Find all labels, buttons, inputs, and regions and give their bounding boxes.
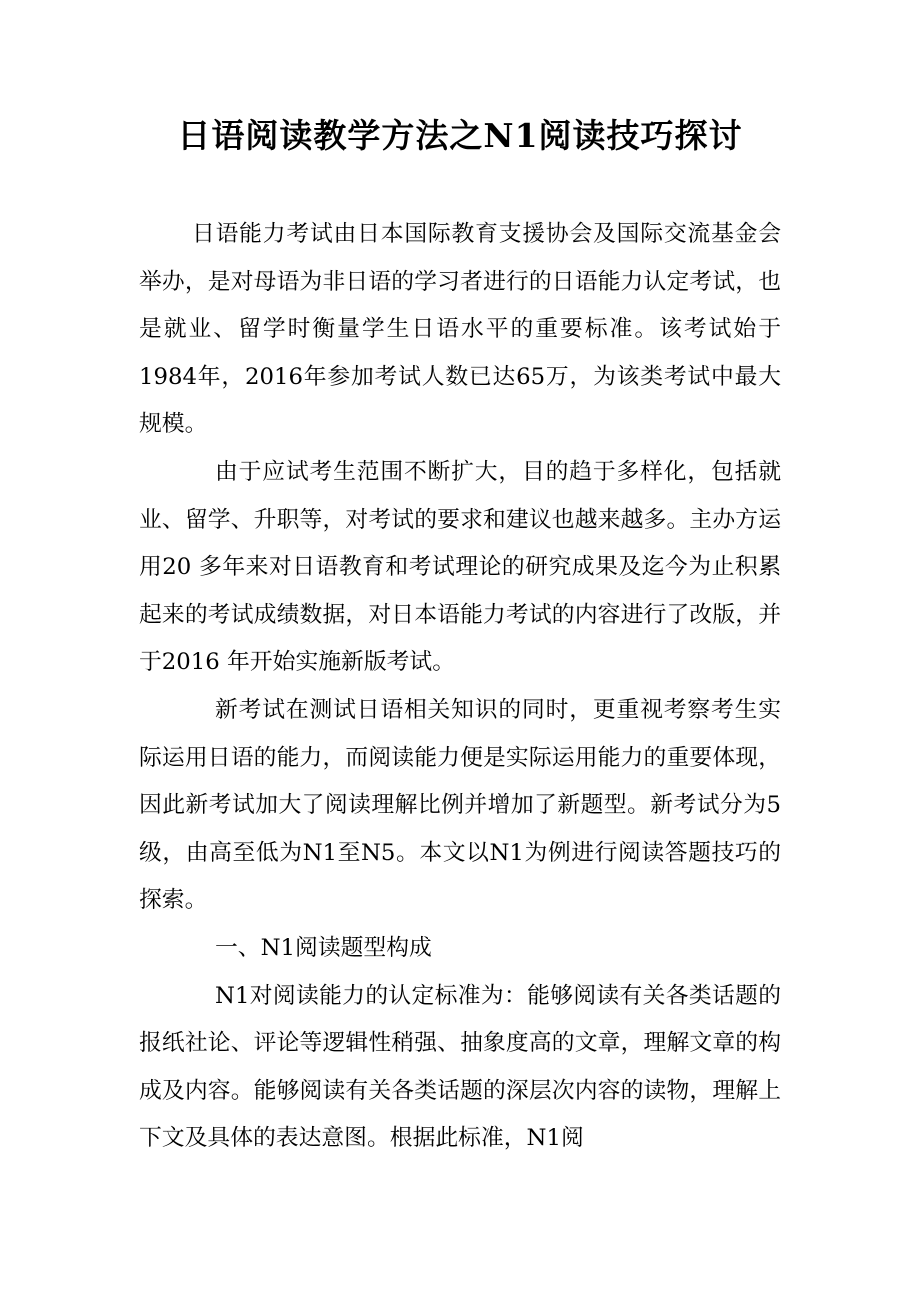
- paragraph-new-exam: 新考试在测试日语相关知识的同时，更重视考察考生实际运用日语的能力，而阅读能力便是实际运用能力的重要体现，因此新考试加大了阅读理解比例并增加了新题型。新考试分为5级，由高至低为N1至N5。本文以N1为例进行阅读答题技巧的探索。: [139, 696, 781, 914]
- paragraph-reform: 由于应试考生范围不断扩大，目的趋于多样化，包括就业、留学、升职等，对考试的要求和建议也越来越多。主办方运用20 多年来对日语教育和考试理论的研究成果及迄今为止积累起来的考试成绩数据，对日本语能力考试的内容进行了改版，并于2016 年开始实施新版考试。: [139, 458, 781, 676]
- paragraph-intro: 日语能力考试由日本国际教育支援协会及国际交流基金会举办，是对母语为非日语的学习者进行的日语能力认定考试，也是就业、留学时衡量学生日语水平的重要标准。该考试始于1984年，2016年参加考试人数已达65万，为该类考试中最大规模。: [139, 221, 781, 438]
- paragraph-n1-standard: N1对阅读能力的认定标准为：能够阅读有关各类话题的报纸社论、评论等逻辑性稍强、抽象度高的文章，理解文章的构成及内容。能够阅读有关各类话题的深层次内容的读物，理解上下文及具体的表达意图。根据此标准，N1阅: [139, 982, 781, 1152]
- section-heading: 一、N1阅读题型构成: [215, 934, 432, 961]
- document-title: 日语阅读教学方法之N1阅读技巧探讨: [177, 116, 743, 155]
- document-body: [139, 211, 781, 1163]
